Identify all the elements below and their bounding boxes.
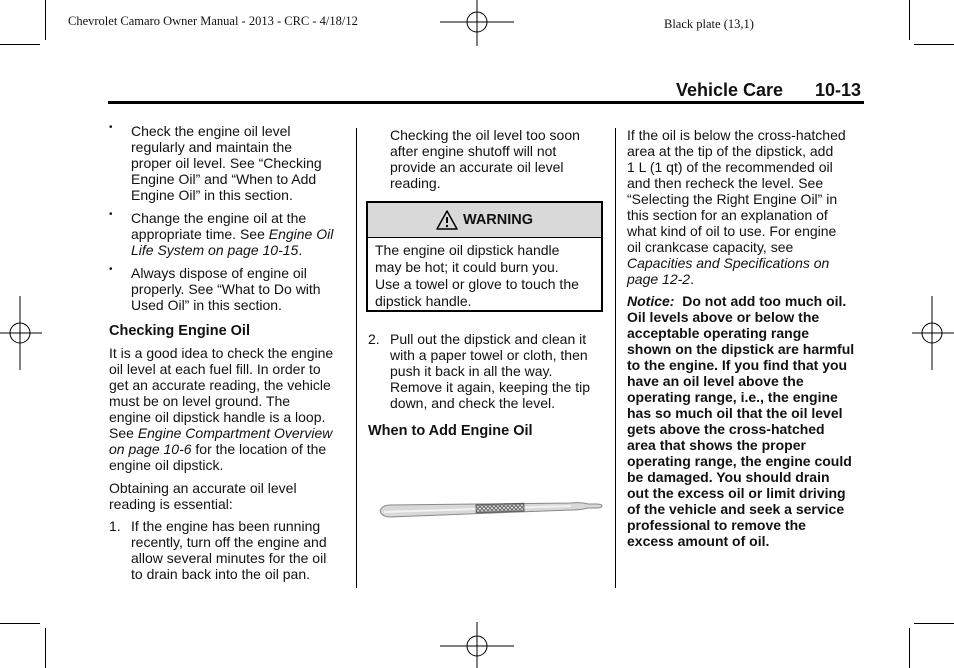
manual-header: Chevrolet Camaro Owner Manual - 2013 - CRC - 4/18/12 [68, 14, 358, 28]
section-title: Vehicle Care [676, 80, 784, 100]
numbered-step: 1. If the engine has been running recently, turn off the engine and allow several minutes for the oil to drain back into the oil pan. [109, 518, 327, 582]
bullet-icon: • [109, 264, 113, 275]
bullet-item: • Always dispose of engine oil properly. See “What to Do with Used Oil” in this section. [109, 264, 321, 313]
warning-header [368, 203, 601, 238]
warning-box [366, 201, 603, 312]
paragraph: If the oil is below the cross-hatched area at the tip of the dipstick, add 1 L (1 qt) of the recommended oil and then recheck the level. See “Selecting the Right Engine Oil” in this section for an explanation of what kind of oil to use. For engine oil crankcase capacity, see Capacities and Specifications on page 12-2. [627, 127, 846, 287]
bullet-icon: • [109, 209, 113, 220]
warning-text: The engine oil dipstick handle may be hot; it could burn you. Use a towel or glove to touch the dipstick handle. [375, 242, 579, 309]
registration-mark-icon [912, 296, 954, 370]
registration-mark-icon [440, 0, 514, 46]
column-2-intro: Checking the oil level too soon after engine shutoff will not provide an accurate oil level reading. [390, 127, 580, 191]
column-2-steps [368, 331, 608, 439]
column-1 [109, 123, 349, 582]
bullet-item: • Check the engine oil level regularly and maintain the proper oil level. See “Checking Engine Oil” and “When to Add Engine Oil” in this section. [109, 122, 322, 203]
dipstick-illustration [376, 494, 604, 526]
registration-mark-icon [0, 296, 42, 370]
registration-mark-icon [440, 622, 514, 668]
column-3 [627, 127, 867, 549]
column-divider [356, 128, 357, 588]
column-divider [615, 128, 616, 588]
warning-triangle-icon [436, 210, 458, 230]
plate-header: Black plate (13,1) [664, 17, 754, 31]
page-number: 10-13 [815, 80, 862, 100]
section-heading: Checking Engine Oil [109, 323, 250, 339]
header-rule [108, 101, 864, 104]
numbered-step: 2. Pull out the dipstick and clean it with a paper towel or cloth, then push it back in all the way. Remove it again, keeping the tip down, and check the level. [368, 331, 591, 411]
section-heading: When to Add Engine Oil [368, 423, 533, 439]
paragraph: Obtaining an accurate oil level reading is essential: [109, 480, 297, 512]
notice-paragraph: Notice: Do not add too much oil. Oil levels above or below the acceptable operating range shown on the dipstick are harmful to the engine. If you find that you have an oil level above the operating range, i.e., the engine has so much oil that the oil level gets above the cross-hatched area that shows the proper operating range, the engine could be damaged. You should drain out the excess oil or limit driving of the vehicle and seek a service professional to remove the excess amount of oil. [627, 293, 855, 549]
bullet-item: • Change the engine oil at the appropriate time. See Engine Oil Life System on page 10-15. [109, 209, 334, 258]
bullet-icon: • [109, 122, 113, 133]
notice-label: Notice: [627, 293, 675, 309]
paragraph: It is a good idea to check the engine oil level at each fuel fill. In order to get an accurate reading, the vehicle must be on level ground. The engine oil dipstick handle is a loop. See Engine Compartment Overview on page 10-6 for the location of the engine oil dipstick. [109, 345, 334, 473]
warning-title: WARNING [462, 212, 534, 228]
